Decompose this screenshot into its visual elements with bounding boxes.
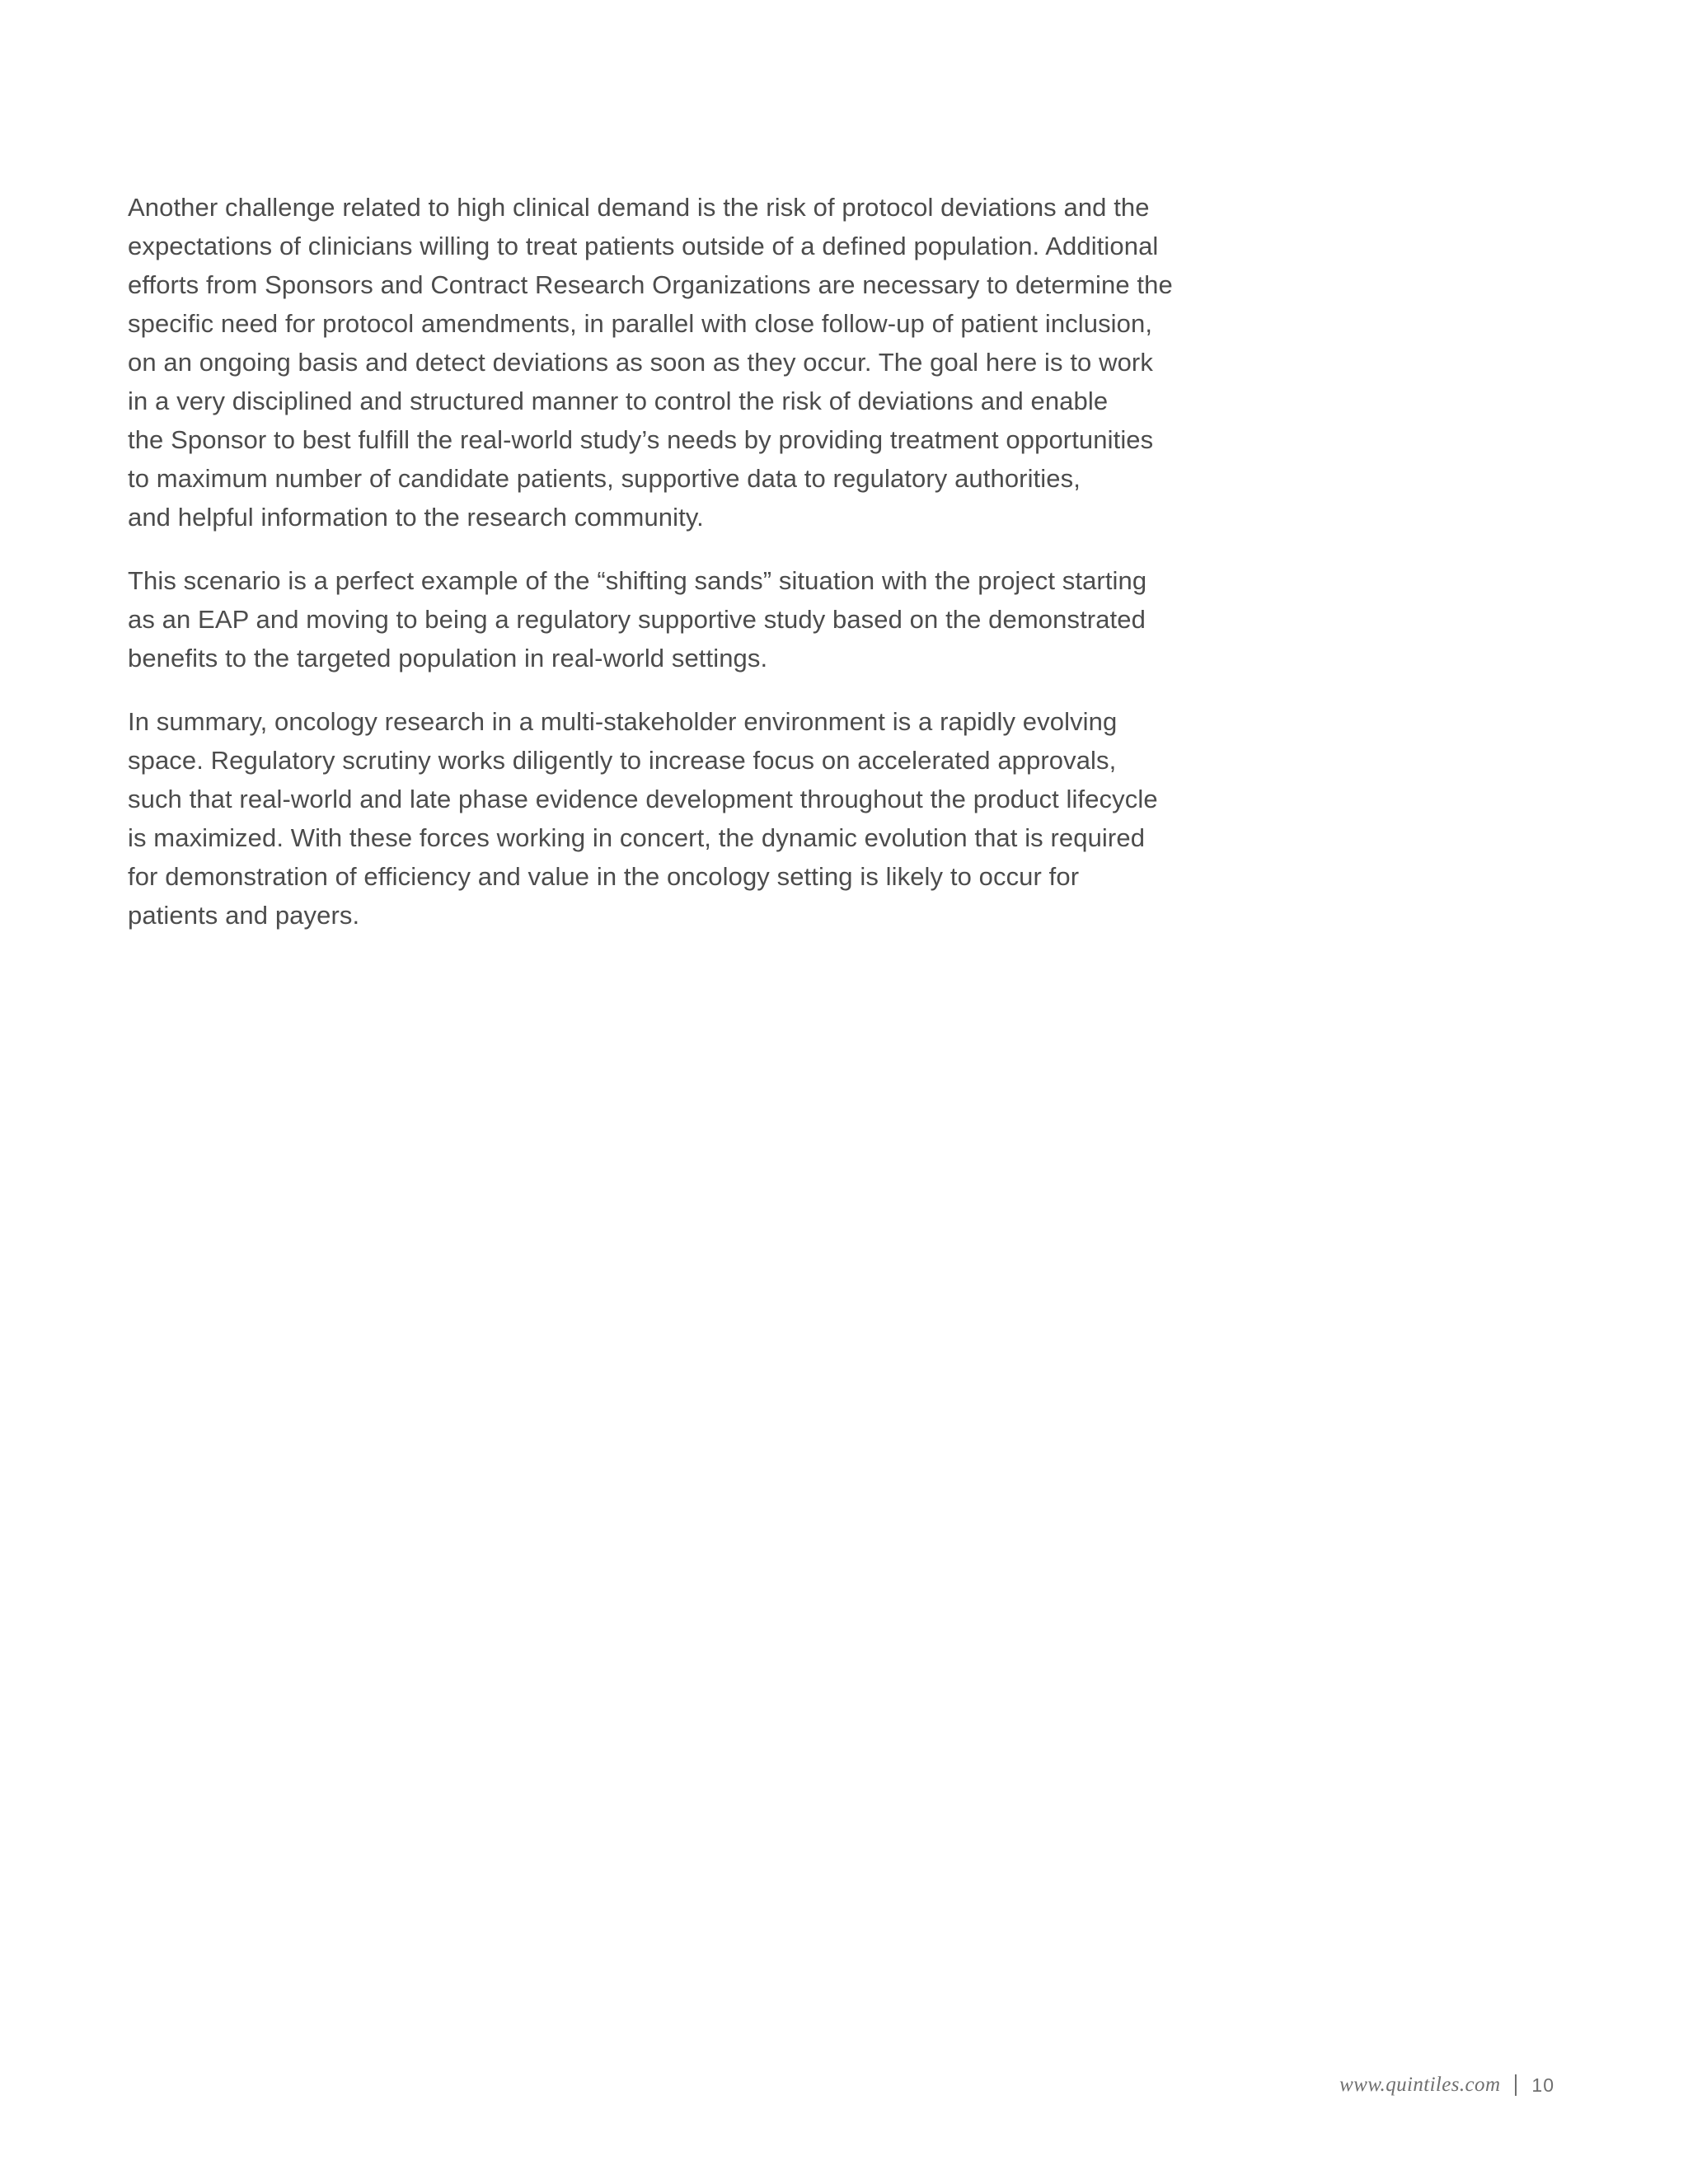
footer-divider (1515, 2074, 1517, 2096)
paragraph-summary (128, 702, 1199, 935)
text-line: expectations of clinicians willing to treat patients outside of a defined population. Additional (128, 232, 1159, 260)
text-line: patients and payers. (128, 901, 360, 930)
text-line: efforts from Sponsors and Contract Research Organizations are necessary to determine the (128, 270, 1173, 299)
body-text (128, 188, 1199, 959)
footer-url-link[interactable]: www.quintiles.com (1339, 2074, 1501, 2096)
text-line: in a very disciplined and structured manner to control the risk of deviations and enable (128, 387, 1109, 415)
text-line: as an EAP and moving to being a regulatory supportive study based on the demonstrated (128, 605, 1146, 634)
text-line: In summary, oncology research in a multi-stakeholder environment is a rapidly evolving (128, 707, 1118, 736)
text-line: to maximum number of candidate patients, supportive data to regulatory authorities, (128, 464, 1081, 493)
text-line: such that real-world and late phase evidence development throughout the product lifecycle (128, 785, 1158, 813)
text-line: This scenario is a perfect example of the “shifting sands” situation with the project starting (128, 566, 1147, 595)
text-line: Another challenge related to high clinical demand is the risk of protocol deviations and the (128, 193, 1150, 222)
text-line: is maximized. With these forces working in concert, the dynamic evolution that is required (128, 823, 1146, 852)
page-footer (1339, 2074, 1554, 2097)
text-line: on an ongoing basis and detect deviations as soon as they occur. The goal here is to work (128, 348, 1153, 377)
paragraph-shifting-sands (128, 561, 1199, 677)
paragraph-protocol-deviations (128, 188, 1199, 537)
text-line: benefits to the targeted population in real-world settings. (128, 644, 768, 673)
text-line: for demonstration of efficiency and value in the oncology setting is likely to occur for (128, 862, 1080, 891)
text-line: space. Regulatory scrutiny works diligently to increase focus on accelerated approvals, (128, 746, 1117, 775)
page-number: 10 (1531, 2074, 1554, 2096)
text-line: specific need for protocol amendments, in parallel with close follow-up of patient inclusion, (128, 309, 1153, 338)
text-line: and helpful information to the research community. (128, 503, 704, 532)
text-line: the Sponsor to best fulfill the real-world study’s needs by providing treatment opportunities (128, 425, 1154, 454)
